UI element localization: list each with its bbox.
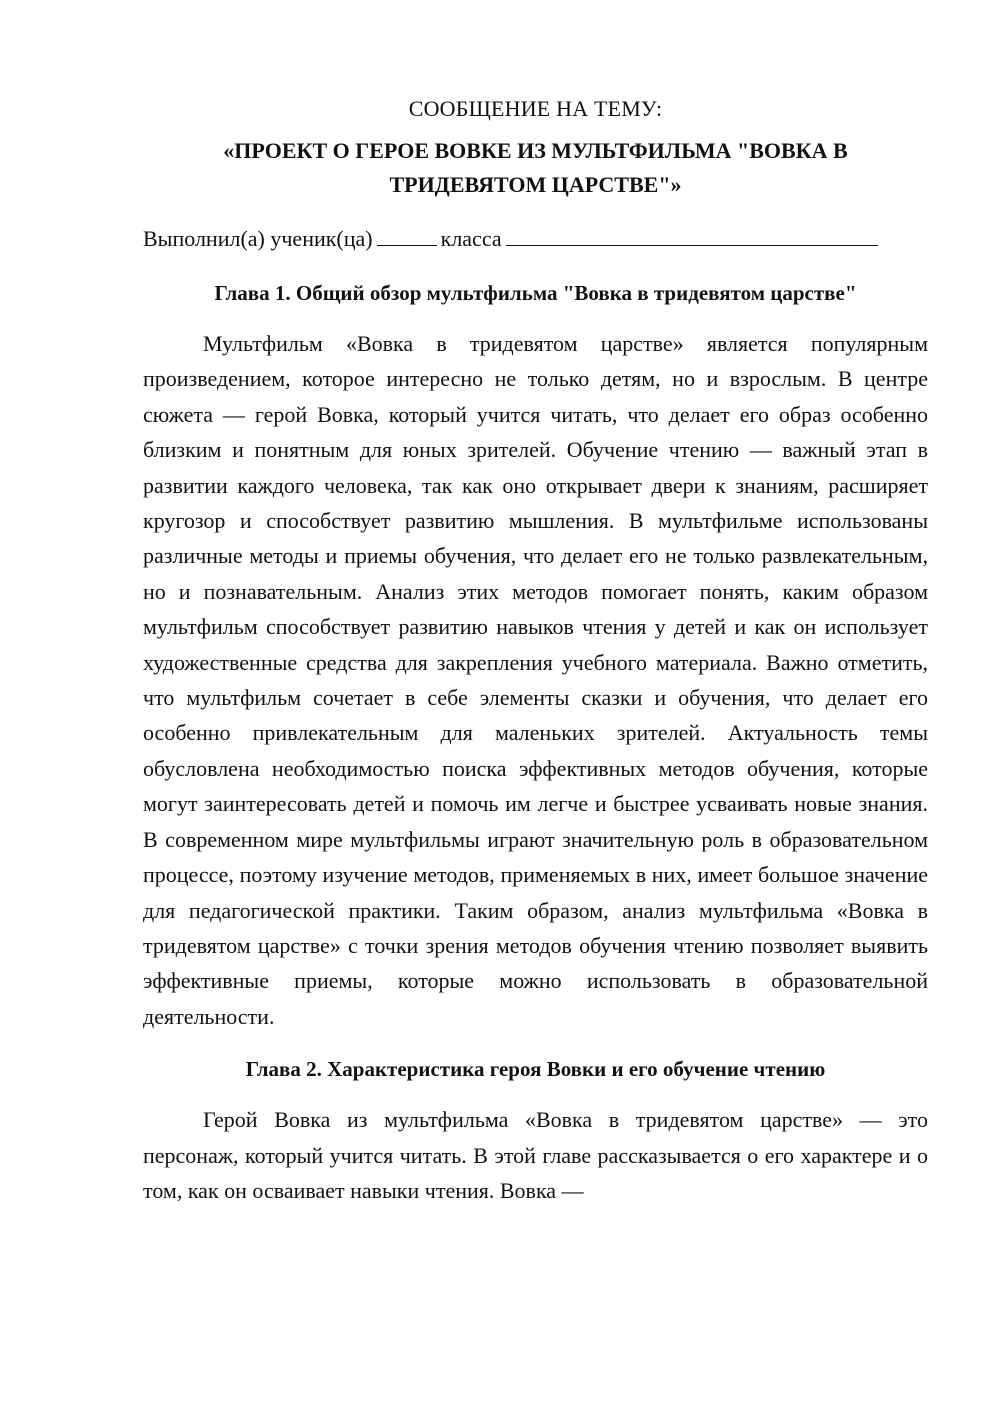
- chapter-2-paragraph: Герой Вовка из мультфильма «Вовка в тридевятом царстве» — это персонаж, который учится читать. В этой главе рассказывается о его характере и о том, как он осваивает навыки чтения. Вовка —: [143, 1107, 928, 1203]
- class-blank-line: [377, 225, 437, 246]
- performer-prefix: Выполнил(а) ученик(ца): [143, 226, 373, 251]
- name-blank-line: [506, 225, 878, 246]
- performer-line: [143, 222, 928, 256]
- chapter-1-paragraph: Мультфильм «Вовка в тридевятом царстве» является популярным произведением, которое интересно не только детям, но и взрослым. В центре сюжета — герой Вовка, который учится читать, что делает его образ особенно близким и понятным для юных зрителей. Обучение чтению — важный этап в развитии каждого человека, так как оно открывает двери к знаниям, расширяет кругозор и способствует развитию мышления. В мультфильме использованы различные методы и приемы обучения, что делает его не только развлекательным, но и познавательным. Анализ этих методов помогает понять, каким образом мультфильм способствует развитию навыков чтения у детей и как он использует художественные средства для закрепления учебного материала. Важно отметить, что мультфильм сочетает в себе элементы сказки и обучения, что делает его особенно привлекательным для маленьких зрителей. Актуальность темы обусловлена необходимостью поиска эффективных методов обучения, которые могут заинтересовать детей и помочь им легче и быстрее усваивать новые знания. В современном мире мультфильмы играют значительную роль в образовательном процессе, поэтому изучение методов, применяемых в них, имеет большое значение для педагогической практики. Таким образом, анализ мультфильма «Вовка в тридевятом царстве» с точки зрения методов обучения чтению позволяет выявить эффективные приемы, которые можно использовать в образовательной деятельности.: [143, 331, 928, 1029]
- report-label: СООБЩЕНИЕ НА ТЕМУ:: [408, 96, 663, 121]
- document-content: [143, 92, 928, 1226]
- report-title: «ПРОЕКТ О ГЕРОЕ ВОВКЕ ИЗ МУЛЬТФИЛЬМА "ВОВКА В ТРИДЕВЯТОМ ЦАРСТВЕ"»: [223, 138, 848, 197]
- performer-class-label: класса: [440, 226, 502, 251]
- chapter-2-heading: Глава 2. Характеристика героя Вовки и его обучение чтению: [245, 1057, 826, 1082]
- chapter-1-heading: Глава 1. Общий обзор мультфильма "Вовка в тридевятом царстве": [214, 281, 857, 305]
